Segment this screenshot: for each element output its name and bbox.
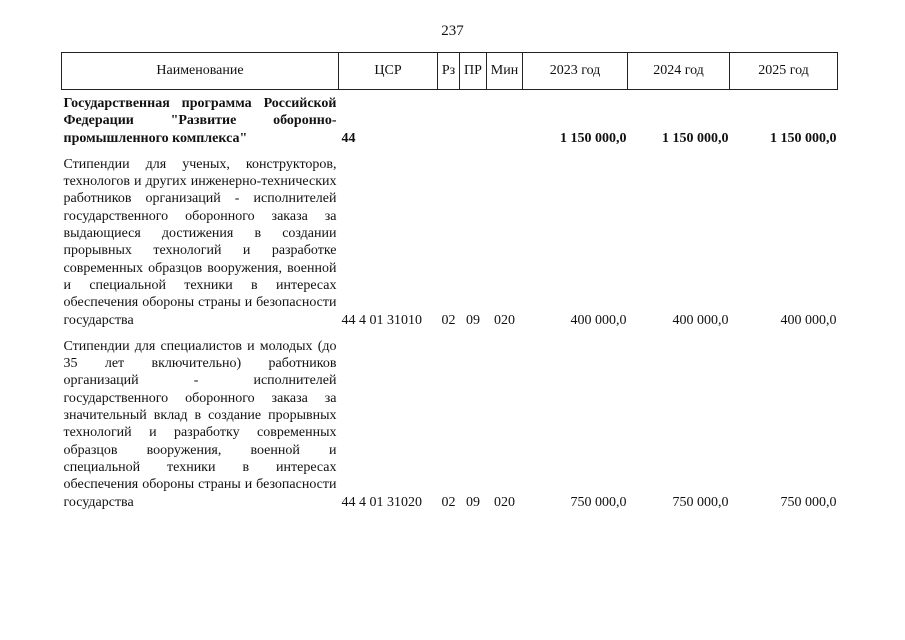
header-rz: Рз	[438, 53, 460, 90]
row-value-2023: 400 000,0	[570, 312, 627, 328]
row-pr: 09	[466, 494, 480, 510]
row-name: Стипендии для ученых, конструкторов, технологов и других инженерно-технических работников организаций - исполнителей государственного оборонного заказа за выдающиеся достижения в создании прорывных технологий и разработке современных образцов вооружения, военной и специальной техники в интересах обеспечения обороны страны и безопасности государства	[63, 156, 337, 328]
row-csr: 44 4 01 31020	[341, 494, 422, 510]
row-rz: 02	[441, 494, 456, 510]
row-pr: 09	[466, 312, 480, 328]
row-rz: 02	[441, 312, 456, 328]
page-number: 237	[441, 23, 464, 39]
row-value-2023: 1 150 000,0	[560, 130, 627, 146]
row-value-2025: 1 150 000,0	[770, 130, 837, 146]
header-2025: 2025 год	[730, 53, 838, 90]
row-csr: 44	[341, 130, 356, 146]
header-pr: ПР	[460, 53, 487, 90]
budget-table	[61, 52, 838, 511]
header-name: Наименование	[62, 53, 339, 90]
header-2024: 2024 год	[628, 53, 730, 90]
header-2023: 2023 год	[523, 53, 628, 90]
row-value-2025: 750 000,0	[780, 494, 837, 510]
row-value-2023: 750 000,0	[570, 494, 627, 510]
table-row	[62, 147, 838, 329]
row-min	[487, 90, 523, 147]
table-row	[62, 329, 838, 511]
row-pr	[460, 90, 487, 147]
row-csr: 44 4 01 31010	[341, 312, 422, 328]
row-value-2024: 1 150 000,0	[662, 130, 729, 146]
header-min: Мин	[487, 53, 523, 90]
row-name: Государственная программа Российской Федерации "Развитие оборонно-промышленного комплекса"	[63, 96, 337, 146]
row-value-2025: 400 000,0	[780, 312, 837, 328]
row-min: 020	[494, 494, 515, 510]
table-row	[62, 90, 838, 147]
row-rz	[438, 90, 460, 147]
row-min: 020	[494, 312, 515, 328]
row-value-2024: 400 000,0	[672, 312, 729, 328]
row-name: Стипендии для специалистов и молодых (до 35 лет включительно) работников организаций - исполнителей государственного оборонного заказа за значительный вклад в создание прорывных технологий и разработку современных образцов вооружения, военной и специальной техники в интересах обеспечения обороны страны и безопасности государства	[63, 338, 337, 510]
row-value-2024: 750 000,0	[672, 494, 729, 510]
header-csr: ЦСР	[339, 53, 438, 90]
table-header-row	[62, 53, 838, 90]
